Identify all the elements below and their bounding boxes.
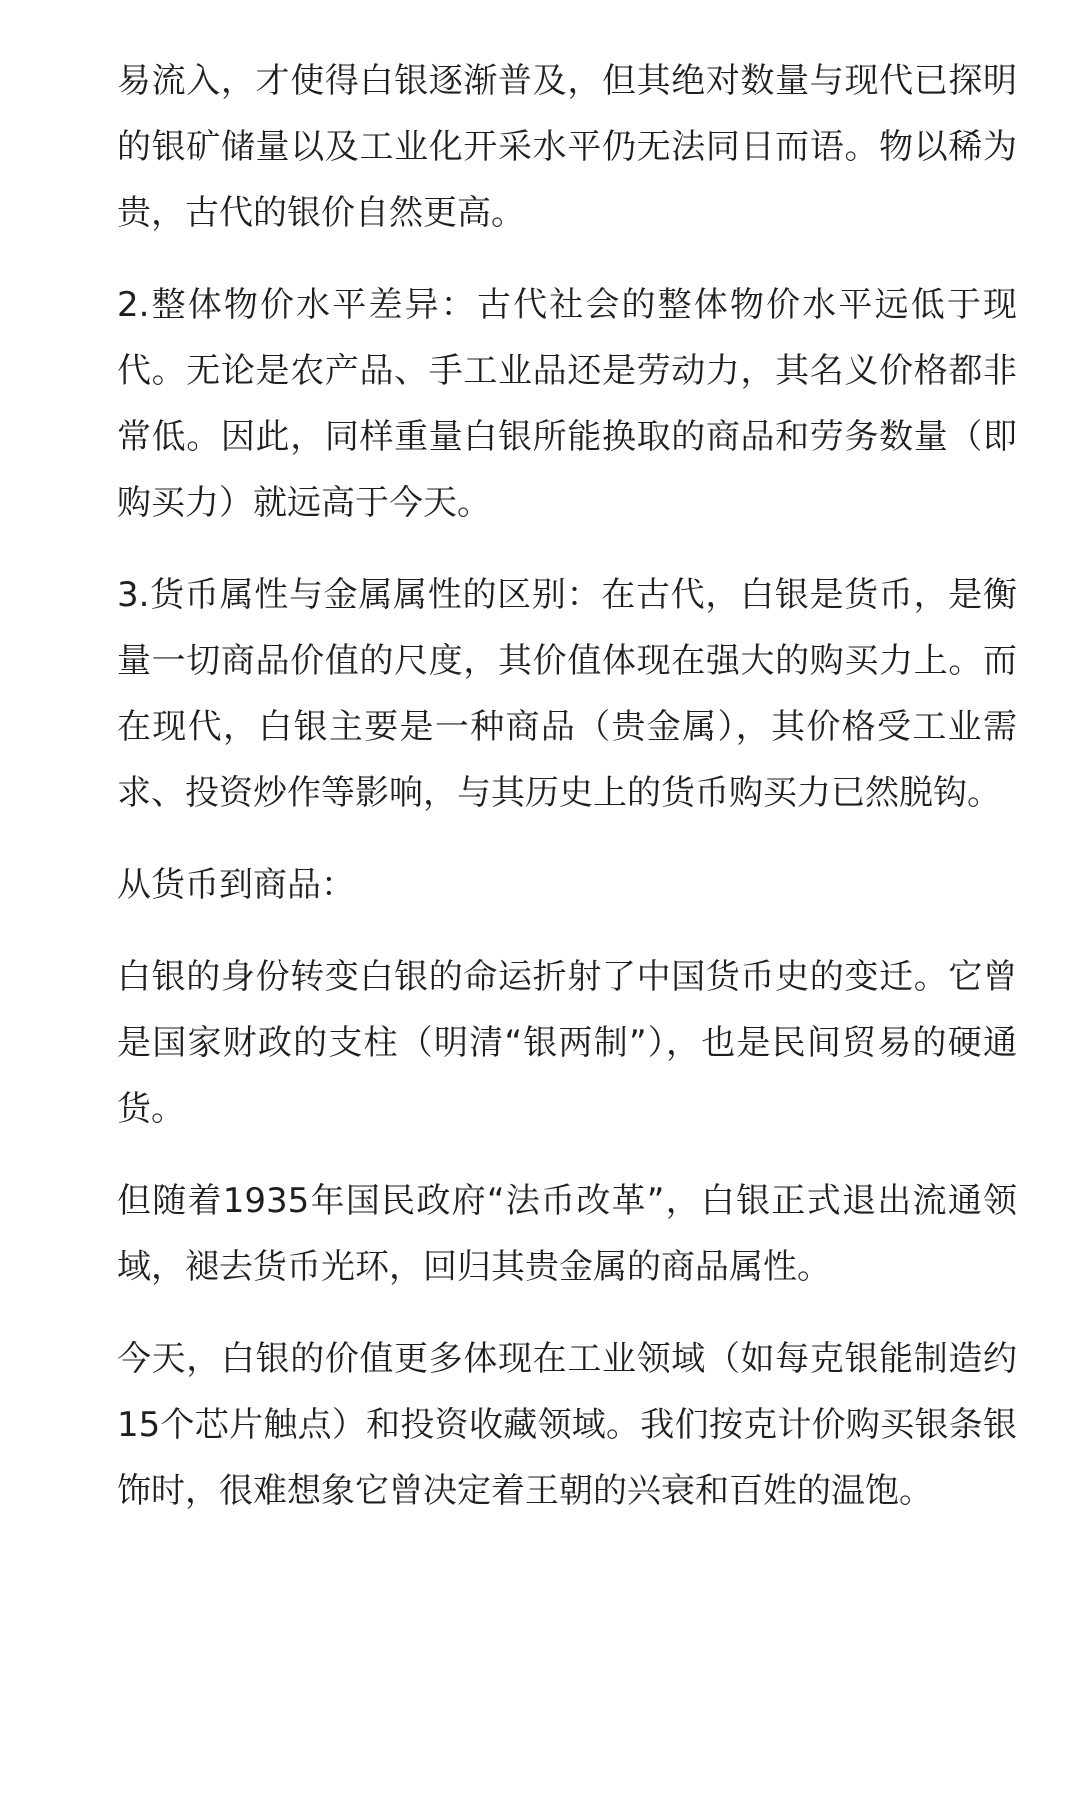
paragraph-currency-vs-metal: 3.货币属性与金属属性的区别：在古代，白银是货币，是衡量一切商品价值的尺度，其价值体现在强大的购买力上。而在现代，白银主要是一种商品（贵金属），其价格受工业需求、投资炒作等影响，与其历史上的货币购买力已然脱钩。: [117, 575, 1017, 813]
paragraph-price-level-difference: 2.整体物价水平差异：古代社会的整体物价水平远低于现代。无论是农产品、手工业品还是劳动力，其名义价格都非常低。因此，同样重量白银所能换取的商品和劳务数量（即购买力）就远高于今天。: [117, 285, 1017, 523]
article-body: [117, 48, 1017, 1550]
paragraph-silver-today: 今天，白银的价值更多体现在工业领域（如每克银能制造约15个芯片触点）和投资收藏领域。我们按克计价购买银条银饰时，很难想象它曾决定着王朝的兴衰和百姓的温饱。: [117, 1339, 1017, 1511]
paragraph-silver-scarcity: 易流入，才使得白银逐渐普及，但其绝对数量与现代已探明的银矿储量以及工业化开采水平仍无法同日而语。物以稀为贵，古代的银价自然更高。: [117, 61, 1017, 233]
paragraph-silver-identity-shift: 白银的身份转变白银的命运折射了中国货币史的变迁。它曾是国家财政的支柱（明清“银两制”），也是民间贸易的硬通货。: [117, 957, 1017, 1129]
paragraph-1935-reform: 但随着1935年国民政府“法币改革”，白银正式退出流通领域，褪去货币光环，回归其贵金属的商品属性。: [117, 1181, 1017, 1287]
section-heading-currency-to-commodity: 从货币到商品：: [117, 865, 355, 905]
